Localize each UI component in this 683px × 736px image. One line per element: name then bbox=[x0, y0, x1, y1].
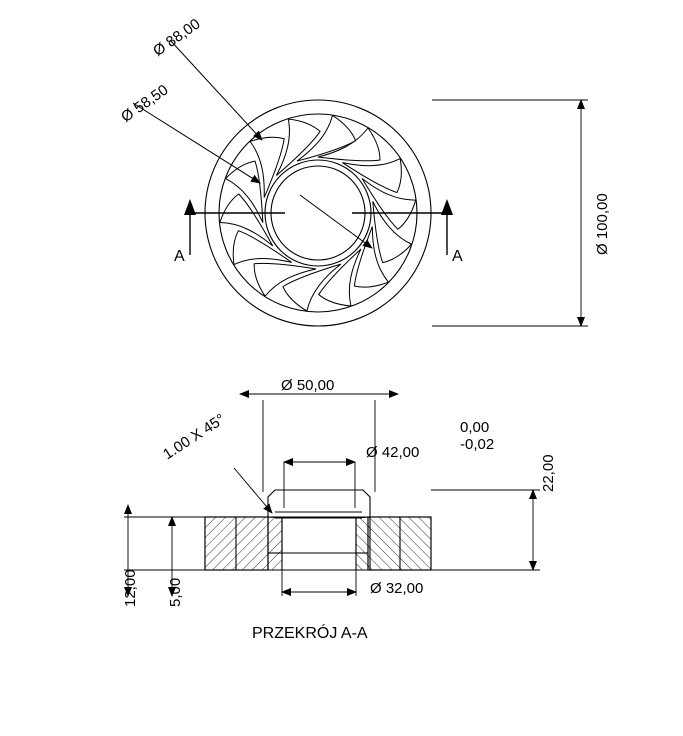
section-view-geometry bbox=[205, 490, 431, 570]
dim-dia50-label: Ø 50,00 bbox=[281, 377, 335, 394]
top-view-leaders bbox=[133, 40, 372, 248]
section-caption: PRZEKRÓJ A-A bbox=[252, 625, 368, 642]
section-mark-left: A bbox=[174, 248, 185, 265]
dim-5-label: 5,00 bbox=[167, 577, 184, 607]
dim-dia100-label: Ø 100,00 bbox=[594, 193, 611, 255]
section-mark-right: A bbox=[452, 248, 463, 265]
dim-dia42-label: Ø 42,00 bbox=[366, 444, 420, 461]
dim-12-label: 12,00 bbox=[122, 569, 139, 607]
dim-22-label: 22,00 bbox=[540, 454, 557, 492]
dim-dia32-label: Ø 32,00 bbox=[370, 580, 424, 597]
dim-dia88-label: Ø 88,00 bbox=[150, 15, 204, 60]
dim-dia100 bbox=[432, 100, 588, 326]
chamfer-label: 1.00 X 45° bbox=[160, 410, 229, 464]
dim-dia58-label: Ø 58,50 bbox=[118, 81, 172, 126]
tolerance-upper: 0,00 bbox=[460, 419, 490, 436]
dim-dia42-tolerance bbox=[460, 419, 494, 454]
tolerance-lower: -0,02 bbox=[460, 436, 495, 454]
